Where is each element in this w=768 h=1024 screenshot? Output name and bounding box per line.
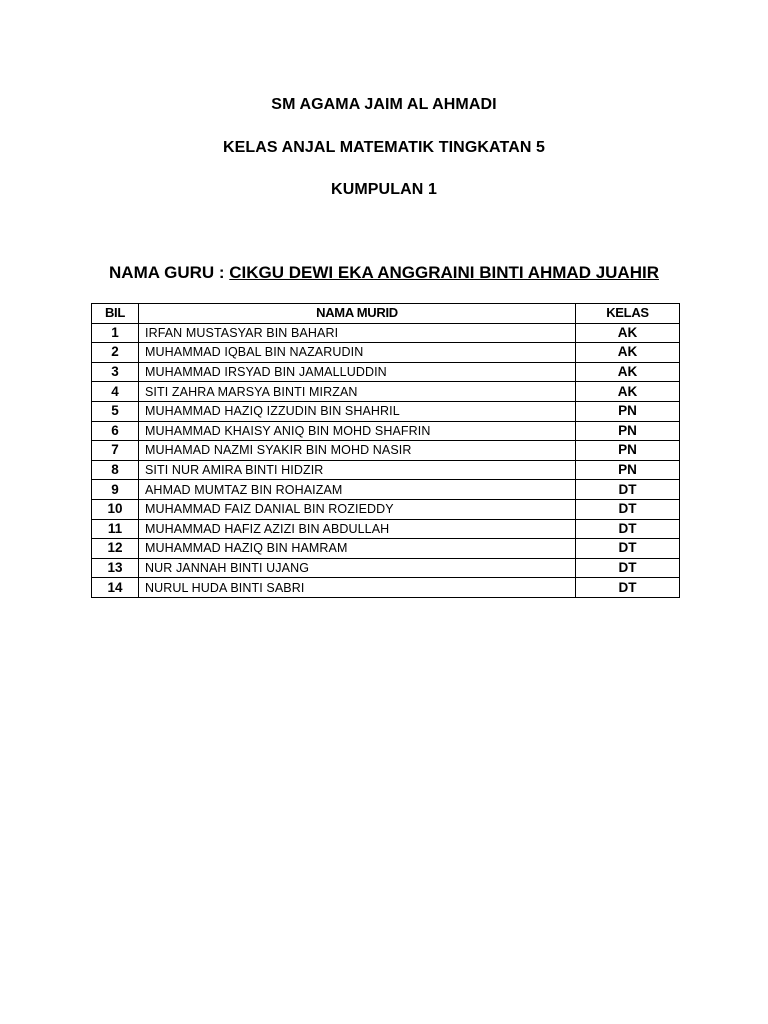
row-number: 7	[92, 441, 139, 461]
row-number: 14	[92, 578, 139, 598]
table-row	[92, 441, 680, 461]
student-name: MUHAMMAD KHAISY ANIQ BIN MOHD SHAFRIN	[139, 421, 576, 441]
student-class: DT	[576, 558, 680, 578]
class-title: KELAS ANJAL MATEMATIK TINGKATAN 5	[222, 139, 546, 156]
student-name: AHMAD MUMTAZ BIN ROHAIZAM	[139, 480, 576, 500]
column-header-bil: BIL	[92, 304, 139, 324]
table-row	[92, 382, 680, 402]
row-number: 6	[92, 421, 139, 441]
table-row	[92, 480, 680, 500]
student-class: AK	[576, 343, 680, 363]
student-class: DT	[576, 519, 680, 539]
row-number: 2	[92, 343, 139, 363]
table-row	[92, 519, 680, 539]
table-row	[92, 343, 680, 363]
student-class: DT	[576, 539, 680, 559]
student-name: MUHAMMAD HAZIQ IZZUDIN BIN SHAHRIL	[139, 401, 576, 421]
student-class: PN	[576, 441, 680, 461]
student-name: MUHAMMAD IQBAL BIN NAZARUDIN	[139, 343, 576, 363]
column-header-kelas: KELAS	[576, 304, 680, 324]
row-number: 5	[92, 401, 139, 421]
teacher-line	[0, 263, 768, 283]
student-name: SITI ZAHRA MARSYA BINTI MIRZAN	[139, 382, 576, 402]
table-row	[92, 460, 680, 480]
student-class: DT	[576, 480, 680, 500]
student-class: AK	[576, 382, 680, 402]
row-number: 10	[92, 499, 139, 519]
student-class: AK	[576, 323, 680, 343]
student-class: PN	[576, 421, 680, 441]
student-name: MUHAMMAD HAZIQ BIN HAMRAM	[139, 539, 576, 559]
table-row	[92, 578, 680, 598]
student-name: MUHAMMAD IRSYAD BIN JAMALLUDDIN	[139, 362, 576, 382]
column-header-nama-murid: NAMA MURID	[139, 304, 576, 324]
row-number: 11	[92, 519, 139, 539]
table-row	[92, 401, 680, 421]
teacher-label: NAMA GURU :	[109, 263, 230, 282]
student-roster-table	[91, 303, 680, 598]
table-row	[92, 499, 680, 519]
student-class: PN	[576, 460, 680, 480]
school-title: SM AGAMA JAIM AL AHMADI	[271, 96, 497, 113]
student-class: AK	[576, 362, 680, 382]
student-name: MUHAMMAD FAIZ DANIAL BIN ROZIEDDY	[139, 499, 576, 519]
row-number: 8	[92, 460, 139, 480]
table-row	[92, 362, 680, 382]
table-row	[92, 323, 680, 343]
student-name: MUHAMMAD HAFIZ AZIZI BIN ABDULLAH	[139, 519, 576, 539]
row-number: 9	[92, 480, 139, 500]
row-number: 1	[92, 323, 139, 343]
row-number: 12	[92, 539, 139, 559]
teacher-name: CIKGU DEWI EKA ANGGRAINI BINTI AHMAD JUAHIR	[229, 263, 659, 282]
student-name: NURUL HUDA BINTI SABRI	[139, 578, 576, 598]
row-number: 4	[92, 382, 139, 402]
table-row	[92, 558, 680, 578]
student-class: DT	[576, 578, 680, 598]
student-name: NUR JANNAH BINTI UJANG	[139, 558, 576, 578]
group-title: KUMPULAN 1	[331, 181, 437, 198]
student-class: PN	[576, 401, 680, 421]
student-name: SITI NUR AMIRA BINTI HIDZIR	[139, 460, 576, 480]
row-number: 3	[92, 362, 139, 382]
student-class: DT	[576, 499, 680, 519]
row-number: 13	[92, 558, 139, 578]
student-name: IRFAN MUSTASYAR BIN BAHARI	[139, 323, 576, 343]
table-row	[92, 539, 680, 559]
table-row	[92, 421, 680, 441]
student-name: MUHAMAD NAZMI SYAKIR BIN MOHD NASIR	[139, 441, 576, 461]
table-header-row	[92, 304, 680, 324]
